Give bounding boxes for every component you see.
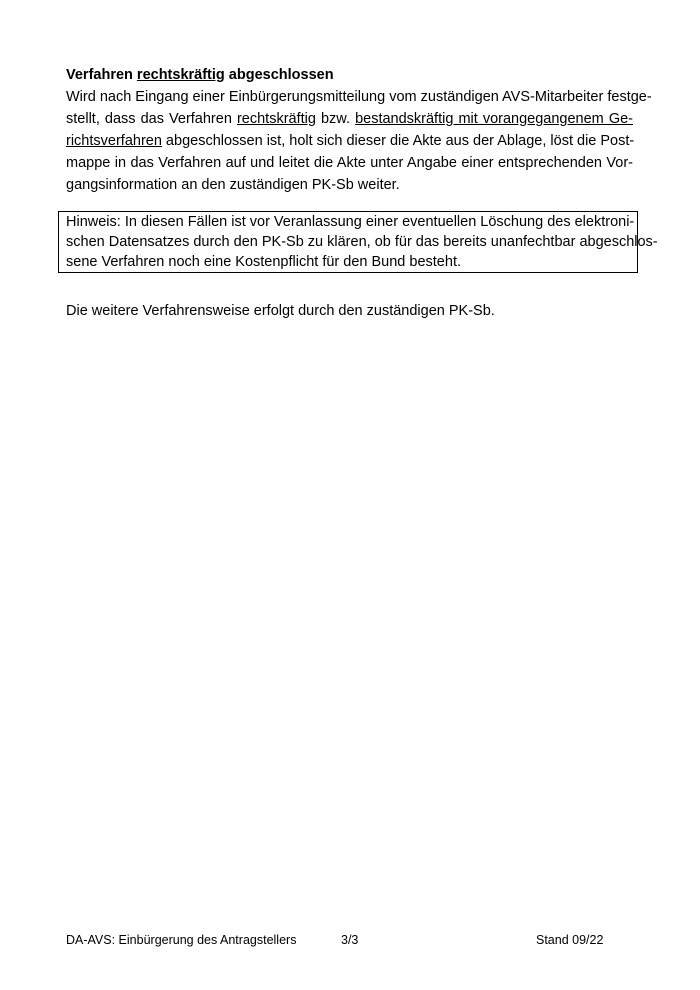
paragraph-line-2: [66, 108, 633, 130]
paragraph-text: abgeschlossen ist, holt sich dieser die Akte aus der Ablage, löst die Post-: [161, 133, 635, 149]
note-box: [58, 211, 658, 273]
underlined-term: bestandskräftig mit vorangegangenem Ge-: [355, 111, 633, 127]
paragraph-text: stellt, dass das Verfahren: [66, 111, 237, 127]
heading-prefix: Verfahren: [66, 67, 137, 83]
footer-version: Stand 09/22: [536, 933, 604, 947]
note-line-1: Hinweis: In diesen Fällen ist vor Veranlassung einer eventuellen Löschung des elektroni-: [66, 214, 635, 230]
heading-suffix: abgeschlossen: [224, 67, 334, 83]
paragraph-line-5: gangsinformation an den zuständigen PK-Sb weiter.: [66, 177, 400, 193]
underlined-term: rechtskräftig: [236, 111, 316, 127]
paragraph-line-1: Wird nach Eingang einer Einbürgerungsmitteilung vom zuständigen AVS-Mitarbeiter festge-: [66, 89, 652, 105]
note-line-2: schen Datensatzes durch den PK-Sb zu klären, ob für das bereits unanfechtbar abgeschlos-: [66, 234, 658, 250]
footer-page-number: 3/3: [341, 933, 359, 947]
underlined-term: richtsverfahren: [66, 133, 162, 149]
paragraph-line-3: [66, 130, 633, 152]
heading-underlined-term: rechtskräftig: [136, 67, 225, 83]
section-heading: [66, 64, 334, 86]
footer-document-title: DA-AVS: Einbürgerung des Antragstellers: [66, 933, 297, 947]
closing-paragraph: Die weitere Verfahrensweise erfolgt durch den zuständigen PK-Sb.: [66, 303, 495, 319]
note-line-3: sene Verfahren noch eine Kostenpflicht für den Bund besteht.: [66, 254, 461, 270]
paragraph-text: bzw.: [315, 111, 356, 127]
paragraph-line-4: mappe in das Verfahren auf und leitet die Akte unter Angabe einer entsprechenden Vor-: [66, 155, 633, 171]
